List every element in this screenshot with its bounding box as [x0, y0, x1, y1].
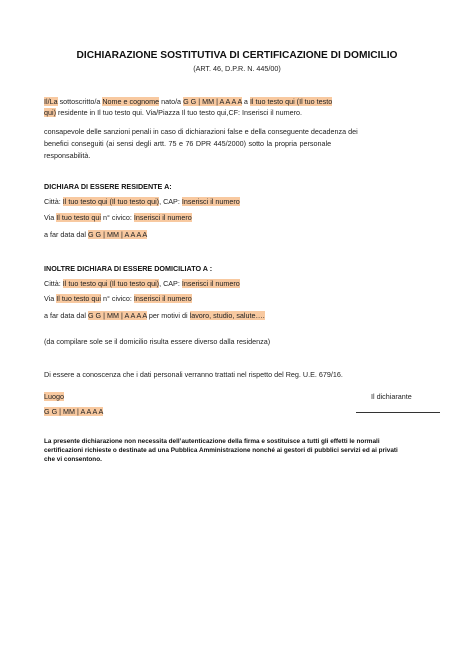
footer-note [44, 437, 398, 464]
dichiarante-label: Il dichiarante [371, 392, 412, 401]
residente-data-field[interactable]: G G | MM | A A A A [87, 230, 148, 239]
domiciliato-nota: (da compilare sole se il domicilio risulta essere diverso dalla residenza) [44, 337, 271, 346]
domiciliato-citta-field[interactable]: Il tuo testo qui (Il tuo testo qui) [62, 279, 160, 288]
luogo-field[interactable]: Luogo [44, 392, 64, 401]
residente-cap-field[interactable]: Inserisci il numero [181, 197, 240, 206]
footer-line-2: certificazioni richieste o destinate ad una Pubblica Amministrazione nonché ai gestori di pubblici servizi ed ai privati [44, 447, 398, 454]
residente-citta-line: Città: Il tuo testo qui (Il tuo testo qui), CAP: Inserisci il numero [44, 197, 240, 206]
residente-via-line: Via Il tuo testo qui n° civico: Inserisci il numero [44, 213, 192, 222]
birth-place-field[interactable]: Il tuo testo qui (Il tuo testo [249, 97, 333, 106]
intro-line-2: qui) residente in Il tuo testo qui. Via/Piazza Il tuo testo qui,CF: Inserisci il numero. [44, 108, 302, 117]
domiciliato-data-line: a far data dal G G | MM | A A A A per motivi di lavoro, studio, salute…. [44, 311, 265, 320]
document-title: DICHIARAZIONE SOSTITUTIVA DI CERTIFICAZIONE DI DOMICILIO [76, 50, 398, 61]
consapevole-line-3: responsabilità. [44, 151, 91, 160]
signature-line[interactable] [356, 412, 440, 413]
residente-civico-field[interactable]: Inserisci il numero [133, 213, 192, 222]
footer-line-3: che vi consentono. [44, 456, 102, 463]
domiciliato-civico-field[interactable]: Inserisci il numero [133, 294, 192, 303]
birth-place-field-cont[interactable]: qui) [44, 108, 56, 117]
domiciliato-data-field[interactable]: G G | MM | A A A A [87, 311, 147, 320]
residente-data-line: a far data dal G G | MM | A A A A [44, 230, 148, 239]
gender-field[interactable]: Il/La [44, 97, 58, 106]
domiciliato-via-field[interactable]: Il tuo testo qui [56, 294, 102, 303]
luogo-line [44, 392, 64, 401]
domiciliato-citta-line: Città: Il tuo testo qui (Il tuo testo qui), CAP: Inserisci il numero [44, 279, 240, 288]
intro-line-1: Il/La sottoscritto/a Nome e cognome nato/a G G | MM | A A A A a Il tuo testo qui (Il tuo testo [44, 97, 333, 106]
domiciliato-via-line: Via Il tuo testo qui n° civico: Inserisci il numero [44, 294, 192, 303]
domiciliato-cap-field[interactable]: Inserisci il numero [181, 279, 240, 288]
footer-line-1: La presente dichiarazione non necessita dell’autenticazione della firma e sostituisce a tutti gli effetti le normali [44, 438, 380, 445]
luogo-data-field[interactable]: G G | MM | A A A A [44, 407, 104, 416]
consapevole-line-1: consapevole delle sanzioni penali in caso di dichiarazioni false e della conseguente decadenza dei [44, 127, 358, 136]
consapevole-line-2: benefici conseguiti (ai sensi degli artt. 75 e 76 DPR 445/2000) sotto la propria personale [44, 139, 332, 148]
domiciliato-heading: INOLTRE DICHIARA DI ESSERE DOMICILIATO A : [44, 264, 213, 273]
privacy-statement: Di essere a conoscenza che i dati personali verranno trattati nel rispetto del Reg. U.E. 679/16. [44, 370, 343, 379]
residente-via-field[interactable]: Il tuo testo qui [56, 213, 102, 222]
residente-heading: DICHIARA DI ESSERE RESIDENTE A: [44, 182, 172, 191]
document-subtitle: (ART. 46, D.P.R. N. 445/00) [193, 64, 281, 73]
residente-citta-field[interactable]: Il tuo testo qui (Il tuo testo qui) [62, 197, 160, 206]
birth-date-field[interactable]: G G | MM | A A A A [183, 97, 242, 106]
domiciliato-motivi-field[interactable]: lavoro, studio, salute…. [189, 311, 265, 320]
luogo-data-line [44, 407, 103, 416]
name-field[interactable]: Nome e cognome [102, 97, 160, 106]
